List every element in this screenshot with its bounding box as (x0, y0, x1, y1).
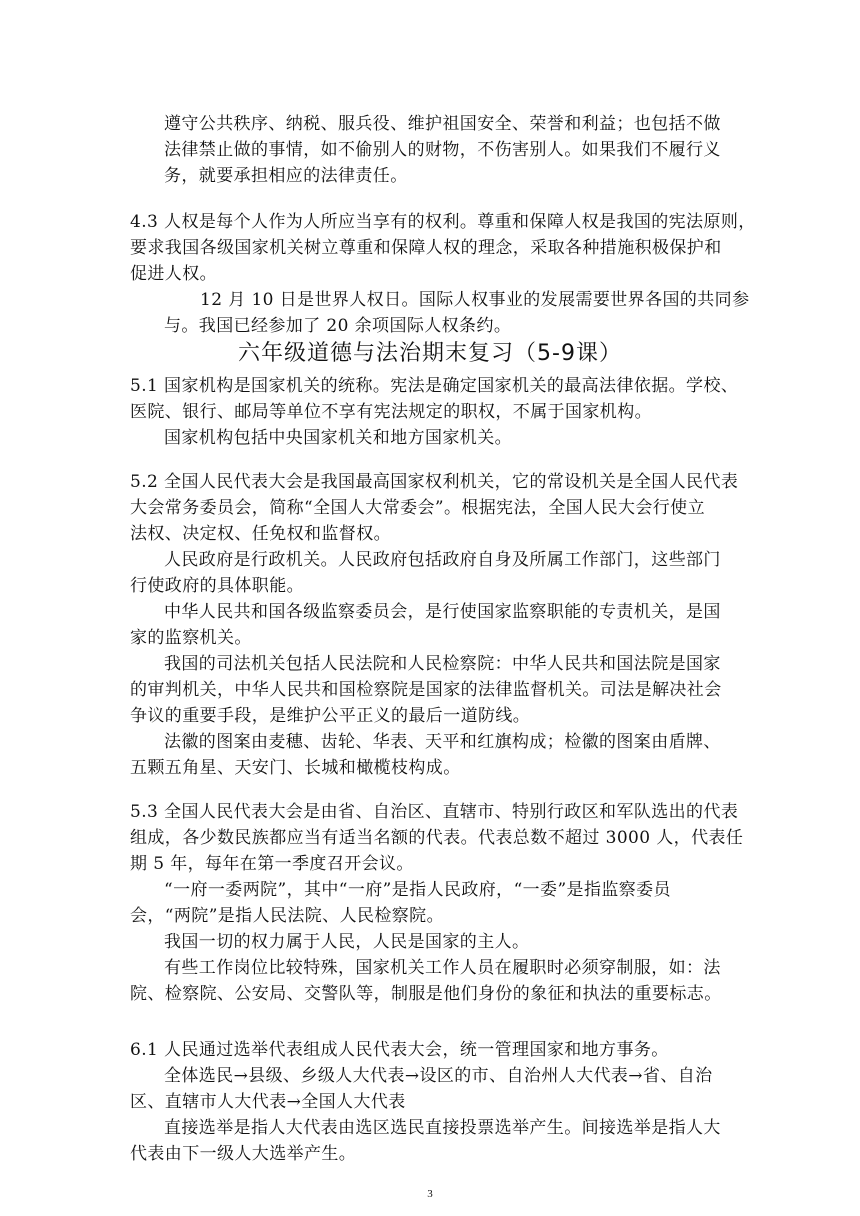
text-line: 法律禁止做的事情，如不偷别人的财物，不伤害别人。如果我们不履行义 (164, 140, 721, 160)
text-line: 区、直辖市人大代表→全国人大代表 (130, 1092, 406, 1112)
text-line: 全体选民→县级、乡级人大代表→设区的市、自治州人大代表→省、自治 (164, 1066, 713, 1086)
text-line: 五颗五角星、天安门、长城和橄榄枝构成。 (130, 758, 461, 778)
text-line: 组成，各少数民族都应当有适当名额的代表。代表总数不超过 3000 人，代表任 (130, 828, 744, 848)
text-line: 人民政府是行政机关。人民政府包括政府自身及所属工作部门，这些部门 (164, 550, 721, 570)
text-line: 家的监察机关。 (130, 628, 252, 648)
text-line: 院、检察院、公安局、交警队等，制服是他们身份的象征和执法的重要标志。 (130, 984, 722, 1004)
text-line: 法权、决定权、任免权和监督权。 (130, 524, 391, 544)
document-title: 六年级道德与法治期末复习（5-9课） (238, 341, 622, 366)
text-line: 12 月 10 日是世界人权日。国际人权事业的发展需要世界各国的共同参 (200, 290, 750, 310)
text-line: 中华人民共和国各级监察委员会，是行使国家监察职能的专责机关，是国 (164, 602, 721, 622)
text-line: 代表由下一级人大选举产生。 (130, 1144, 357, 1164)
text-line: 务，就要承担相应的法律责任。 (164, 166, 408, 186)
text-line: 与。我国已经参加了 20 余项国际人权条约。 (164, 316, 512, 336)
text-line: 5.1 国家机构是国家机关的统称。宪法是确定国家机关的最高法律依据。学校、 (130, 376, 739, 396)
text-line: 要求我国各级国家机关树立尊重和保障人权的理念，采取各种措施积极保护和 (130, 238, 722, 258)
text-line: 我国的司法机关包括人民法院和人民检察院：中华人民共和国法院是国家 (164, 654, 721, 674)
text-line: 医院、银行、邮局等单位不享有宪法规定的职权，不属于国家机构。 (130, 402, 652, 422)
text-line: “一府一委两院”，其中“一府”是指人民政府，“一委”是指监察委员 (164, 880, 671, 900)
text-line: 法徽的图案由麦穗、齿轮、华表、天平和红旗构成；检徽的图案由盾牌、 (164, 732, 721, 752)
text-line: 有些工作岗位比较特殊，国家机关工作人员在履职时必须穿制服，如：法 (164, 958, 721, 978)
text-line: 5.2 全国人民代表大会是我国最高国家权利机关，它的常设机关是全国人民代表 (130, 472, 739, 492)
page-number: 3 (427, 1188, 433, 1200)
text-line: 国家机构包括中央国家机关和地方国家机关。 (164, 428, 512, 448)
text-line: 争议的重要手段，是维护公平正义的最后一道防线。 (130, 706, 531, 726)
text-line: 行使政府的具体职能。 (130, 576, 304, 596)
text-line: 的审判机关，中华人民共和国检察院是国家的法律监督机关。司法是解决社会 (130, 680, 722, 700)
text-line: 我国一切的权力属于人民，人民是国家的主人。 (164, 932, 530, 952)
text-line: 5.3 全国人民代表大会是由省、自治区、直辖市、特别行政区和军队选出的代表 (130, 802, 739, 822)
text-line: 遵守公共秩序、纳税、服兵役、维护祖国安全、荣誉和利益；也包括不做 (164, 114, 721, 134)
text-line: 会，“两院”是指人民法院、人民检察院。 (130, 906, 444, 926)
text-line: 6.1 人民通过选举代表组成人民代表大会，统一管理国家和地方事务。 (130, 1040, 669, 1060)
text-line: 期 5 年，每年在第一季度召开会议。 (130, 854, 414, 874)
text-line: 直接选举是指人大代表由选区选民直接投票选举产生。间接选举是指人大 (164, 1118, 721, 1138)
text-line: 大会常务委员会，简称“全国人大常委会”。根据宪法，全国人民大会行使立 (130, 498, 705, 518)
text-line: 促进人权。 (130, 264, 217, 284)
text-line: 4.3 人权是每个人作为人所应当享有的权利。尊重和保障人权是我国的宪法原则， (130, 212, 756, 232)
